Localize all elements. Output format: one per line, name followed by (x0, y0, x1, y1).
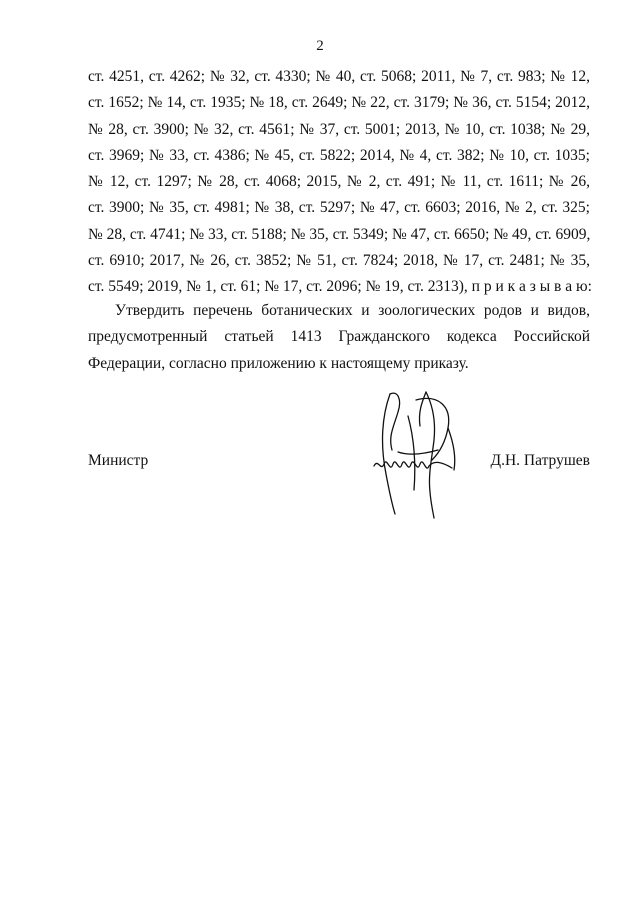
decision-paragraph (88, 298, 590, 377)
text-line: Утвердить перечень ботанических и зоологических родов и видов, (115, 302, 590, 319)
text-line: № 28, ст. 4741; № 33, ст. 5188; № 35, ст. 5349; № 47, ст. 6650; № 49, ст. 6909, (88, 225, 591, 243)
signature-block (88, 452, 590, 482)
legal-references-paragraph (88, 64, 590, 301)
text-line: № 28, ст. 3900; № 32, ст. 4561; № 37, ст. 5001; 2013, № 10, ст. 1038; № 29, (88, 120, 590, 138)
text-line: ст. 5549; 2019, № 1, ст. 61; № 17, ст. 2096; № 19, ст. 2313), п р и к а з ы в а ю: (88, 278, 592, 296)
text-line: ст. 6910; 2017, № 26, ст. 3852; № 51, ст. 7824; 2018, № 17, ст. 2481; № 35, (88, 252, 590, 270)
signatory-position: Министр (88, 452, 149, 469)
text-line: ст. 4251, ст. 4262; № 32, ст. 4330; № 40, ст. 5068; 2011, № 7, ст. 983; № 12, (88, 68, 590, 85)
signatory-name: Д.Н. Патрушев (490, 452, 590, 469)
text-line: ст. 3969; № 33, ст. 4386; № 45, ст. 5822; 2014, № 4, ст. 382; № 10, ст. 1035; (88, 146, 590, 164)
text-line: ст. 1652; № 14, ст. 1935; № 18, ст. 2649; № 22, ст. 3179; № 36, ст. 5154; 2012, (88, 94, 590, 112)
text-line: № 12, ст. 1297; № 28, ст. 4068; 2015, № 2, ст. 491; № 11, ст. 1611; № 26, (88, 173, 590, 191)
text-line: ст. 3900; № 35, ст. 4981; № 38, ст. 5297; № 47, ст. 6603; 2016, № 2, ст. 325; (88, 199, 590, 217)
text-line: Федерации, согласно приложению к настоящему приказу. (88, 354, 469, 372)
page-number: 2 (316, 38, 324, 54)
text-line: предусмотренный статьей 1413 Гражданского кодекса Российской (88, 328, 590, 346)
